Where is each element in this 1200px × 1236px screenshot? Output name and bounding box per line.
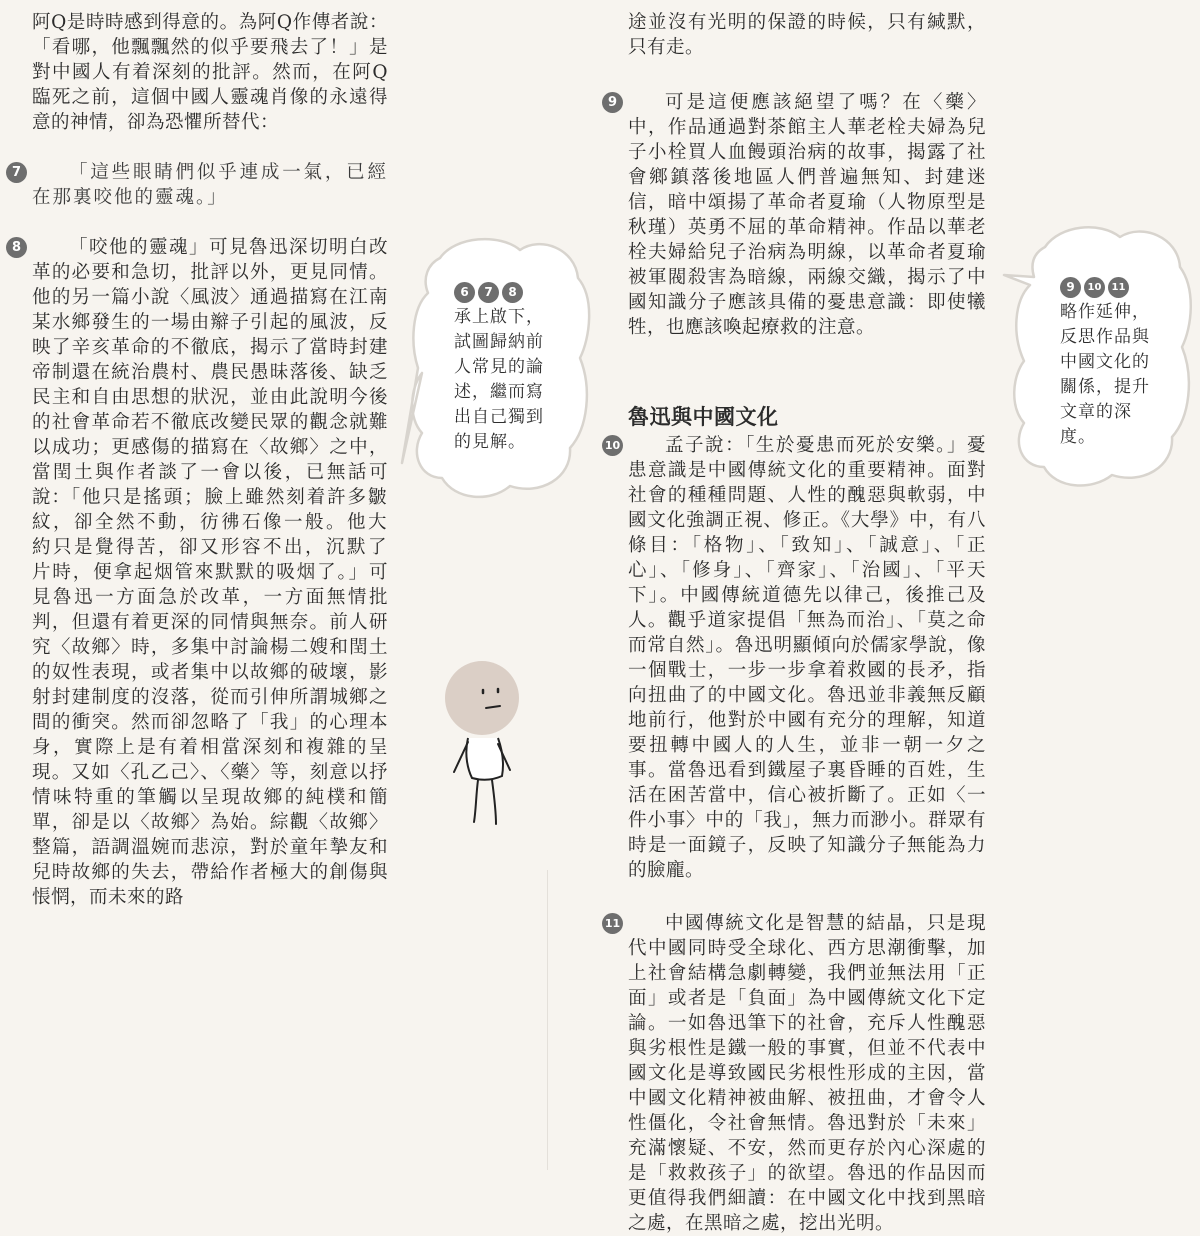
right-column [604,10,986,1236]
paragraph-number-badge: 8 [6,237,27,258]
paragraph-number-badge: 9 [602,92,623,113]
bubble-left-numbers [454,282,554,303]
paragraph-11-text: 中國傳統文化是智慧的結晶，只是現代中國同時受全球化、西方思潮衝擊，加上社會結構急劇轉變，我們並無法用「正面」或者是「負面」為中國傳統文化下定論。一如魯迅筆下的社會，充斥人性醜惡與劣根性是鐵一般的事實，但並不代表中國文化是導致國民劣根性形成的主因，當中國文化精神被曲解、被扭曲，才會令人性僵化，令社會無情。魯迅對於「未來」充滿懷疑、不安，然而更存於內心深處的是「救救孩子」的欲望。魯迅的作品因而更值得我們細讀：在中國文化中找到黑暗之處，在黑暗之處，挖出光明。 [628,913,986,1234]
paragraph-9-text: 可是這便應該絕望了嗎？在〈藥〉中，作品通過對茶館主人華老栓夫婦為兒子小栓買人血饅頭治病的故事，揭露了社會鄉鎮落後地區人們普遍無知、封建迷信，暗中頌揚了革命者夏瑜（人物原型是秋瑾）英勇不屈的革命精神。作品以華老栓夫婦給兒子治病為明線，以革命者夏瑜被軍閥殺害為暗線，兩線交織，揭示了中國知識分子應該具備的憂患意識：即使犧牲，也應該喚起療救的注意。 [628,92,986,338]
paragraph-8-text [32,235,388,910]
bubble-number-badge: 11 [1108,277,1129,298]
bubble-number-badge: 6 [454,282,475,303]
paragraph-number-badge: 7 [6,162,27,183]
left-column [11,10,388,910]
paragraph-7-text: 「這些眼睛們似乎連成一氣，已經在那裏咬他的靈魂。」 [32,162,388,208]
paragraph-11 [604,911,986,1236]
section-heading: 魯迅與中國文化 [628,404,779,429]
annotation-bubble-left [400,228,595,508]
paragraph-8-text-a: 「咬他的靈魂」可見魯迅深切明白改革的必要和急切，批評以外，更見同情。他的另一篇小說〈風波〉通過描寫在江南某水鄉發生的一場由辮子引起的風波，反映了辛亥革命的不徹底，揭示了當時封建帝制還在統治農村、農民愚昧落後、缺乏民主和自由思想的狀況，並由此說明今後的社會革命若不徹底改變民眾的觀念就難以成功；更感傷的描寫在〈故鄉〉之中，當閏土與作者談了一會以後，已無話可說： [32,237,388,508]
annotation-bubble-right [1000,215,1195,495]
paragraph-8-text-b: 可見魯迅一方面急於改革，一方面無情批判，但還有着更深的同情與無奈。前人研究〈故鄉〉時，多集中討論楊二嫂和閏土的奴性表現，或者集中以故鄉的破壞，影射封建制度的沒落，從而引伸所謂城鄉之間的衝突。然而卻忽略了「我」的心理本身，實際上是有着相當深刻和複雜的呈現。又如〈孔乙己〉、〈藥〉等，刻意以抒情味特重的筆觸以呈現故鄉的純樸和簡單，卻是以〈故鄉〉為始。綜觀〈故鄉〉整篇，語調溫婉而悲涼，對於童年摯友和兒時故鄉的失去，帶給作者極大的創傷與悵惘，而未來的路 [32,562,388,908]
paragraph-9 [607,90,986,340]
bubble-number-badge: 7 [478,282,499,303]
intro-paragraph: 阿Q是時時感到得意的。為阿Q作傳者說：「看哪，他飄飄然的似乎要飛去了！」是對中國人有着深刻的批評。然而，在阿Q臨死之前，這個中國人靈魂肖像的永遠得意的神情，卻為恐懼所替代： [32,12,388,133]
paragraph-number-badge: 10 [602,435,623,456]
paragraph-10-text: 孟子說：「生於憂患而死於安樂。」憂患意識是中國傳統文化的重要精神。面對社會的種種問題、人性的醜惡與軟弱，中國文化強調正視、修正。《大學》中，有八條目：「格物」、「致知」、「誠意」、「正心」、「修身」、「齊家」、「治國」、「平天下」。中國傳統道德先以律己，後推己及人。觀乎道家提倡「無為而治」、「莫之命而常自然」。魯迅明顯傾向於儒家學說，像一個戰士，一步一步拿着救國的長矛，指向扭曲了的中國文化。魯迅並非義無反顧地前行，他對於中國有充分的理解，知道要扭轉中國人的人生，並非一朝一夕之事。當魯迅看到鐵屋子裏昏睡的百姓，生活在困苦當中，信心被折斷了。正如〈一件小事〉中的「我」，無力而渺小。群眾有時是一面鏡子，反映了知識分子無能為力的臉龐。 [628,435,986,881]
column-divider [547,870,548,1170]
paragraph-7 [11,160,388,210]
bubble-number-badge: 8 [502,282,523,303]
bubble-number-badge: 10 [1084,277,1105,298]
paragraph-10 [604,433,986,883]
bubble-left-text: 承上啟下，試圖歸納前人常見的論述，繼而寫出自己獨到的見解。 [454,307,544,452]
stick-figure-icon [438,660,538,830]
thinking-figure-illustration [438,660,538,830]
paragraph-8 [11,235,388,910]
continuation-paragraph: 途並沒有光明的保證的時候，只有緘默，只有走。 [628,12,986,58]
bubble-right-text: 略作延伸，反思作品與中國文化的關係，提升文章的深度。 [1060,302,1150,447]
paragraph-number-badge: 11 [602,913,623,934]
bubble-number-badge: 9 [1060,277,1081,298]
paragraph-8-quote: 「他只是搖頭；臉上雖然刻着許多皺紋，卻全然不動，彷彿石像一般。他大約只是覺得苦，卻又形容不出，沉默了片時，便拿起烟管來默默的吸烟了。」 [32,487,388,583]
bubble-right-numbers [1060,277,1160,298]
